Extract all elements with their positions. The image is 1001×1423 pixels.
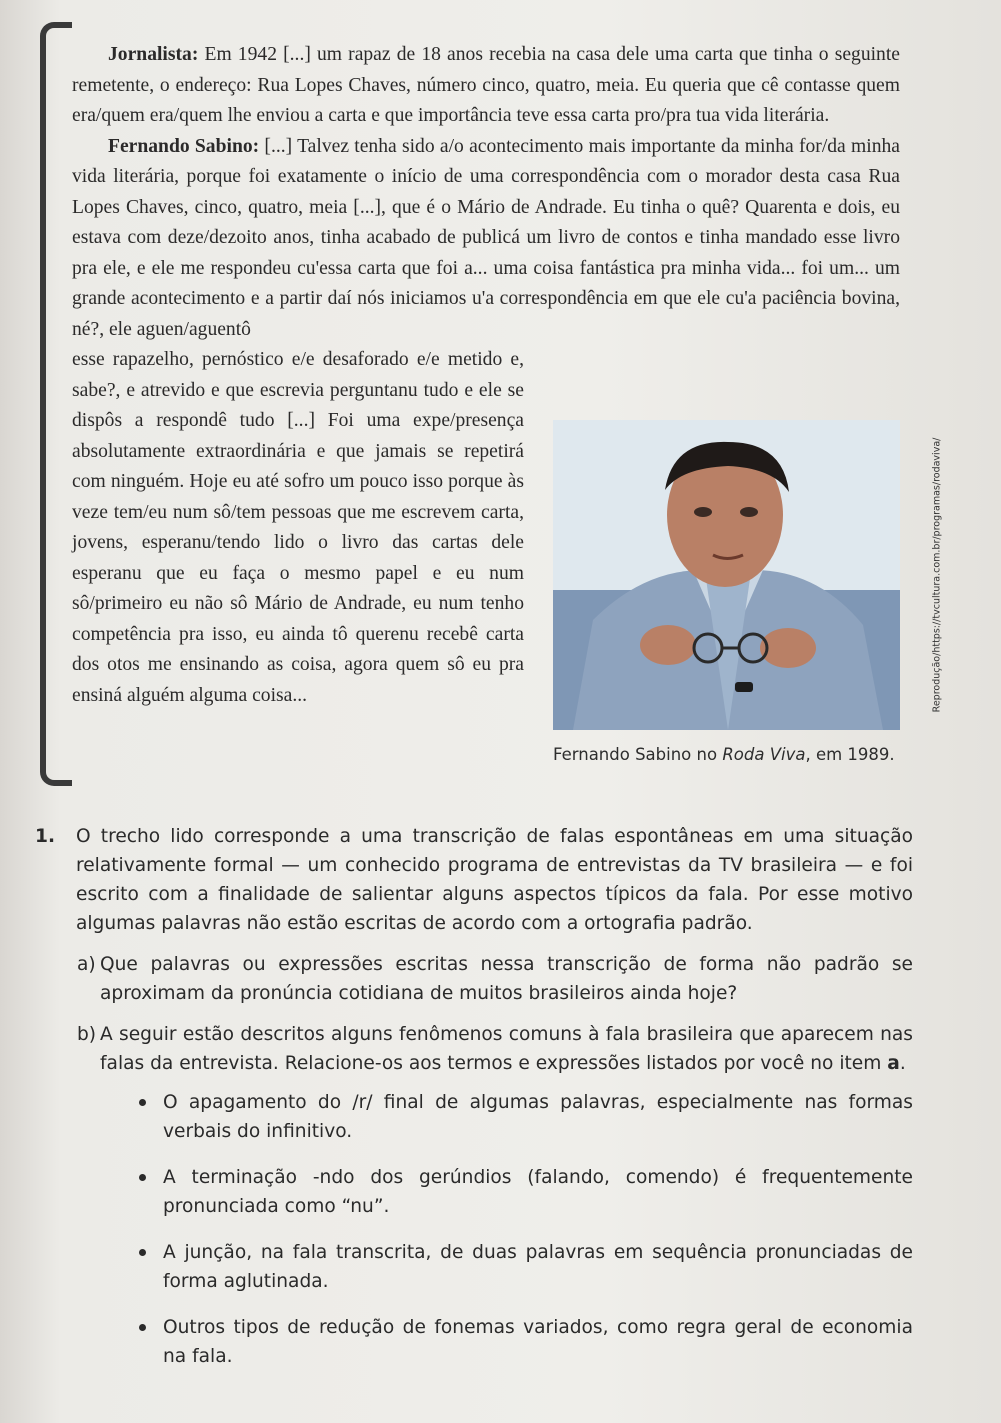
question-1 [35, 822, 913, 938]
photo-credit: Reprodução/https://tvcultura.com.br/programas/rodaviva/ [931, 437, 943, 713]
journalist-speaker: Jornalista: [108, 44, 199, 65]
item-b-text: A seguir estão descritos alguns fenômenos comuns à fala brasileira que aparecem nas falas da entrevista. Relacione-os aos termos e expressões listados por você no item a. [100, 1024, 913, 1074]
portrait-illustration [553, 420, 900, 730]
interview-bracket [40, 22, 72, 786]
question-1a [35, 950, 913, 1008]
list-item: A junção, na fala transcrita, de duas palavras em sequência pronunciadas de forma aglutinada. [121, 1238, 913, 1296]
item-a-letter: a) [77, 954, 96, 975]
question-1b [35, 1020, 913, 1078]
journalist-text: Em 1942 [...] um rapaz de 18 anos recebia na casa dele uma carta que tinha o seguinte remetente, o endereço: Rua Lopes Chaves, número cinco, quatro, meia. Eu queria que cê contasse quem era/quem era/quem lhe enviou a carta e que importância teve essa carta pro/pra tua vida literária. [72, 44, 900, 126]
list-item: Outros tipos de redução de fonemas variados, como regra geral de economia na fala. [121, 1313, 913, 1371]
sabino-paragraph-continued: esse rapazelho, pernóstico e/e desaforado e/e metido e, sabe?, e atrevido e que escrevia perguntanu tudo e ele se dispôs a respondê tudo [...] Foi uma expe/presença absolutamente extraordinária e que jamais se repetirá com ninguém. Hoje eu até sofro um pouco isso porque às veze tem/eu num sô/tem pessoas que me escrevem carta, jovens, esperanu/tendo lido o livro das cartas dele esperanu que eu faça o mesmo papel e eu num sô/primeiro eu não sô Mário de Andrade, eu num tenho competência pra isso, eu ainda tô querenu recebê carta dos otos me ensinando as coisa, agora quem sô eu pra ensiná alguém alguma coisa... [72, 349, 524, 706]
item-b-letter: b) [77, 1024, 97, 1045]
question-1-text: O trecho lido corresponde a uma transcrição de falas espontâneas em uma situação relativamente formal — um conhecido programa de entrevistas da TV brasileira — e foi escrito com a finalidade de salientar alguns aspectos típicos da fala. Por esse motivo algumas palavras não estão escritas de acordo com a ortografia padrão. [76, 826, 913, 934]
phenomena-list [35, 1088, 913, 1371]
sabino-text: [...] Talvez tenha sido a/o acontecimento mais importante da minha for/da minha vida literária, porque foi exatamente o início de uma correspondência com o morador desta casa Rua Lopes Chaves, cinco, quatro, meia [...], que é o Mário de Andrade. Eu tinha o quê? Quarenta e dois, eu estava com deze/dezoito anos, tinha acabado de publicá um livro de contos e tinha mandado esse livro pra ele, e ele me respondeu cu'essa carta que foi a... uma coisa fantástica pra minha vida... foi um... um grande acontecimento e a partir daí nós iniciamos u'a correspondência em que ele cu'a paciência bovina, né?, ele aguen/aguentô [72, 135, 900, 340]
list-item: O apagamento do /r/ final de algumas palavras, especialmente nas formas verbais do infinitivo. [121, 1088, 913, 1146]
photo-caption: Fernando Sabino no Roda Viva, em 1989. [553, 745, 895, 764]
sabino-speaker: Fernando Sabino: [108, 135, 260, 157]
sabino-paragraph [72, 132, 900, 346]
journalist-paragraph [72, 40, 900, 132]
exercise-section [35, 822, 913, 1388]
interview-photo [553, 420, 900, 730]
item-a-text: Que palavras ou expressões escritas nessa transcrição de forma não padrão se aproximam da pronúncia cotidiana de muitos brasileiros ainda hoje? [100, 954, 913, 1004]
list-item: A terminação -ndo dos gerúndios (falando, comendo) é frequentemente pronunciada como “nu”. [121, 1163, 913, 1221]
question-number: 1. [35, 826, 56, 847]
